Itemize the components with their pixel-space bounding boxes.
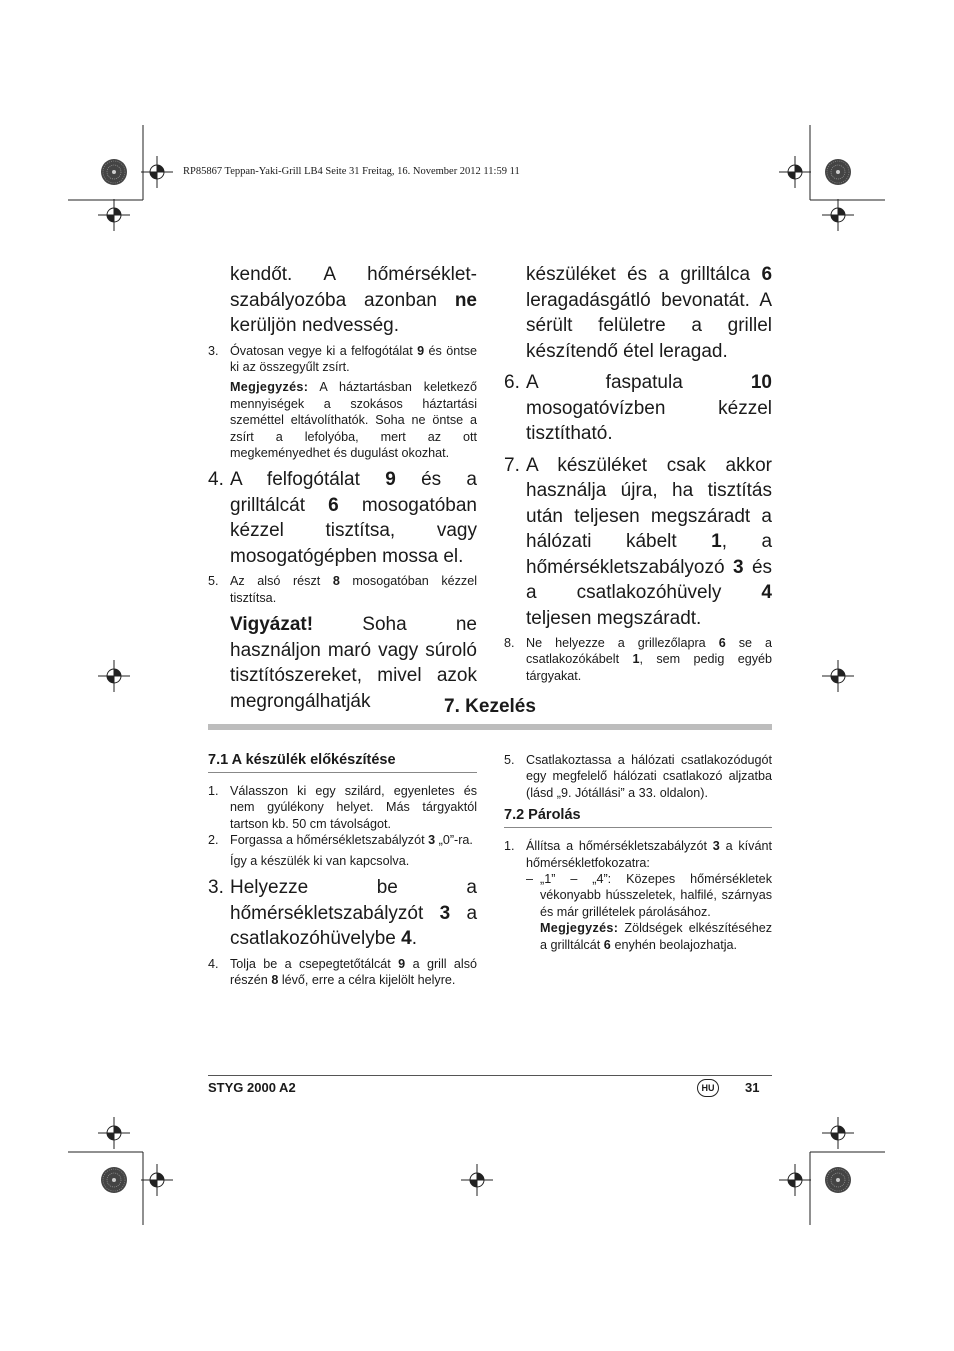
page-number: 31 <box>745 1080 760 1095</box>
list-item-5: 5. Az alsó részt 8 mosogatóban kézzel tisztítsa. <box>208 574 478 605</box>
list-item-8: 8. Ne helyezze a grillezőlapra 6 se a csatlakozókábelt 1, sem pedig egyéb tárgyakat. <box>504 636 773 683</box>
footer-divider <box>208 1075 772 1076</box>
right-column-bottom <box>504 752 772 953</box>
note-paragraph: Megjegyzés: A háztartásban keletkező mennyiségek a szokásos háztartási szeméttel eltávolíthatók. Soha ne öntse a zsírt a lefolyóba, mert az ott megkeményedhet és dugulást okozhat. <box>230 380 477 460</box>
steam-note: Megjegyzés: Zöldségek elkészítéséhez a grilltálcát 6 enyhén beolajozhatja. <box>540 921 772 952</box>
prep-item-5: 5. Csatlakoztassa a hálózati csatlakozódugót egy megfelelő hálózati csatlakozó aljzatba (lásd „9. Jótállási” a 33. oldalon). <box>504 753 772 800</box>
list-item-4: 4. A felfogótálat 9 és a grilltálcát 6 mosogatóban kézzel tisztítsa, vagy mosogatógépben mossa el. <box>208 469 477 567</box>
subsection-title-7-2: 7.2 Párolás <box>504 807 772 828</box>
list-item-7: 7. A készüléket csak akkor használja újra, ha tisztítás után teljesen megszáradt a hálózati kábelt 1, a hőmérsékletszabályozó 3 és a csatlakozóhüvely 4 teljesen megszáradt. <box>504 454 773 629</box>
prep-item-2-result: Így a készülék ki van kapcsolva. <box>230 853 410 868</box>
subsection-title-7-1: 7.1 A készülék előkészítése <box>208 752 477 773</box>
print-header-line: RP85867 Teppan-Yaki-Grill LB4 Seite 31 Freitag, 16. November 2012 11:59 11 <box>183 166 520 177</box>
prep-item-4: 4. Tolja be a csepegtetőtálcát 9 a grill alsó részén 8 lévő, erre a célra kijelölt helyre. <box>208 956 478 987</box>
prep-item-3: 3. Helyezze be a hőmérsékletszabályzót 3 a csatlakozóhüvelybe 4. <box>208 877 478 950</box>
right-column-top <box>504 262 772 684</box>
left-column-bottom <box>208 752 477 988</box>
steam-item-1: 1. Állítsa a hőmérsékletszabályzót 3 a kívánt hőmérsékletfokozatra: <box>504 839 772 870</box>
prep-item-2: 2. Forgassa a hőmérsékletszabályzót 3 „0”-ra. <box>208 833 473 848</box>
section-divider <box>208 724 772 730</box>
list-item-6: 6. A faspatula 10 mosogatóvízben kézzel tisztítható. <box>504 372 772 444</box>
language-badge: HU <box>697 1079 719 1097</box>
prep-item-1: 1. Válasszon ki egy szilárd, egyenletes és nem gyúlékony helyet. Más tárgyaktól tartson kb. 50 cm távolságot. <box>208 784 477 831</box>
warning-paragraph: Vigyázat! Soha ne használjon maró vagy súroló tisztítószereket, mivel azok megrongálhatják <box>230 614 477 712</box>
footer-model: STYG 2000 A2 <box>208 1080 296 1095</box>
continued-paragraph: kendőt. A hőmérséklet-szabályozóba azonban ne kerüljön nedvesség. <box>230 264 477 336</box>
left-column-top <box>208 262 477 714</box>
continued-paragraph-right: készüléket és a grilltálca 6 leragadásgátló bevonatát. A sérült felületre a grillel készítendő étel leragad. <box>526 264 773 362</box>
list-item-3: 3. Óvatosan vegye ki a felfogótálat 9 és öntse ki az összegyűlt zsírt. <box>208 343 478 374</box>
section-title: 7. Kezelés <box>444 696 536 717</box>
steam-dash-item: – „1” – „4”: Közepes hőmérsékletek vékonyabb hússzeletek, halfilé, szárnyas és már grillételek párolásához. <box>526 872 772 919</box>
